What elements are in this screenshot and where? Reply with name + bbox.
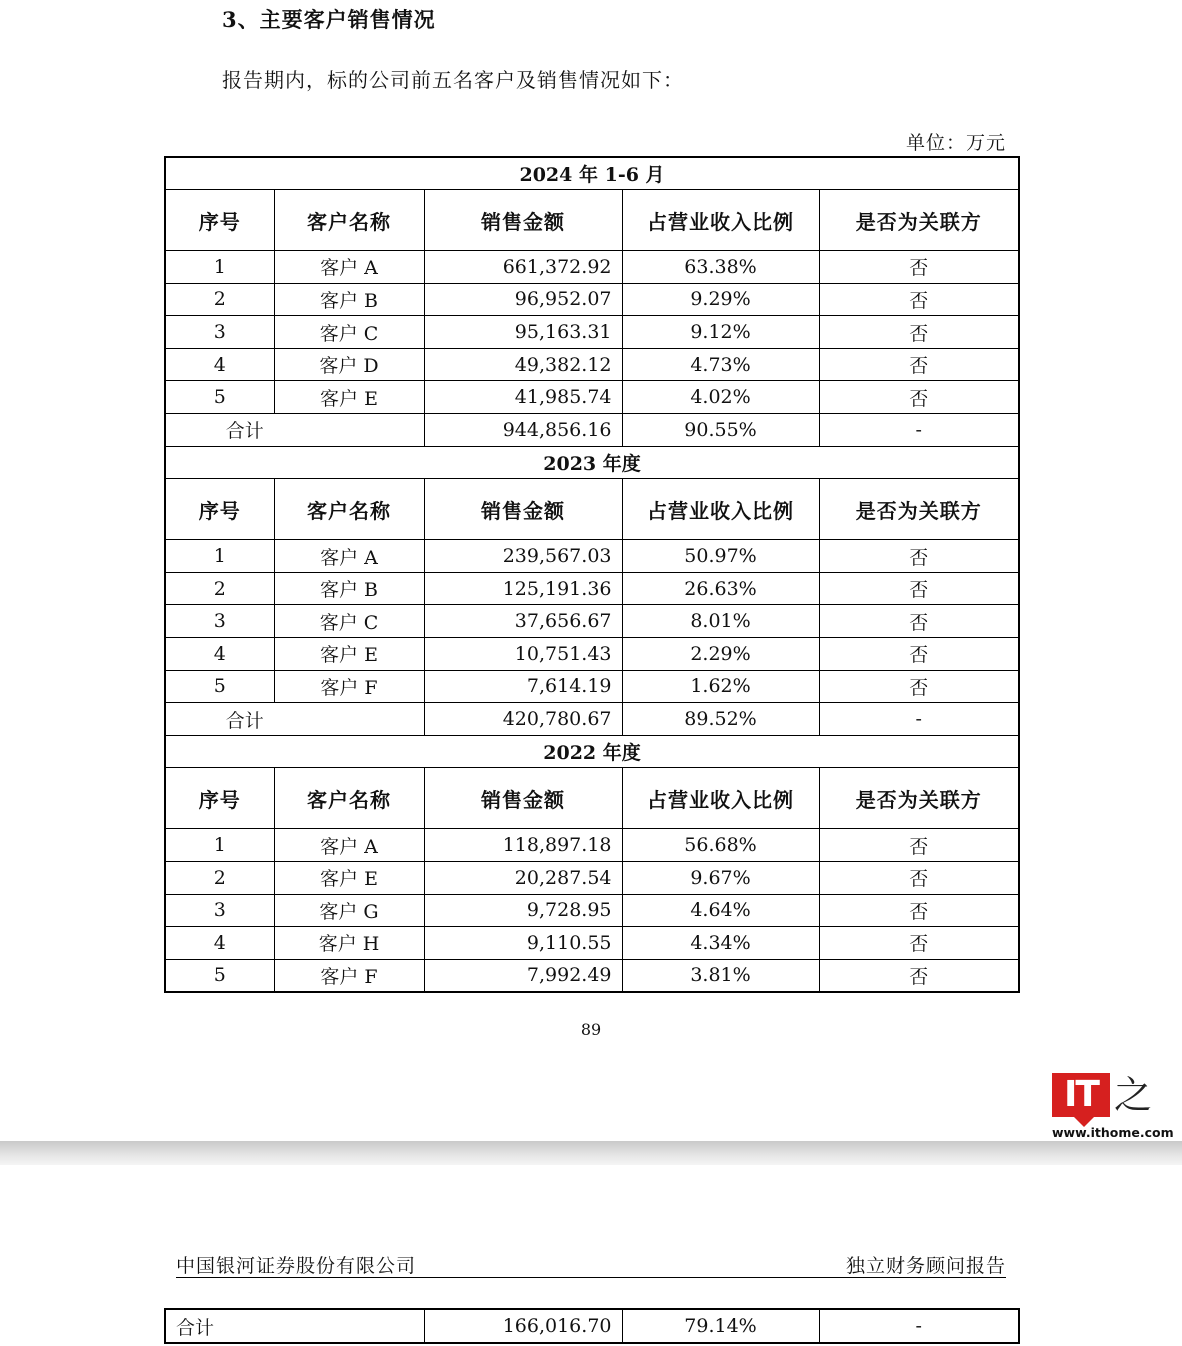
header-col-related: 是否为关联方	[819, 479, 1019, 540]
total-row	[165, 414, 1019, 447]
customer-name: 客户 D	[274, 348, 424, 381]
row-number: 5	[165, 959, 274, 992]
sales-amount: 49,382.12	[424, 348, 622, 381]
period-title-row	[165, 157, 1019, 190]
related-party: 否	[819, 638, 1019, 671]
header-col-related: 是否为关联方	[819, 190, 1019, 251]
row-number: 1	[165, 251, 274, 284]
ithome-watermark	[1052, 1073, 1172, 1145]
header-col-amount: 销售金额	[424, 479, 622, 540]
sales-amount: 7,614.19	[424, 670, 622, 703]
total-ratio: 90.55%	[622, 414, 819, 447]
total-amount: 420,780.67	[424, 703, 622, 736]
period-title: 2022 年度	[165, 735, 1019, 768]
customer-name: 客户 E	[274, 638, 424, 671]
revenue-ratio: 9.67%	[622, 862, 819, 895]
row-number: 4	[165, 348, 274, 381]
revenue-ratio: 3.81%	[622, 959, 819, 992]
table-row	[165, 959, 1019, 992]
header-col-no: 序号	[165, 768, 274, 829]
customer-name: 客户 C	[274, 316, 424, 349]
intro-text: 报告期内，标的公司前五名客户及销售情况如下：	[222, 68, 684, 92]
table-row	[165, 283, 1019, 316]
column-header-row	[165, 479, 1019, 540]
table-row	[165, 829, 1019, 862]
sales-amount: 239,567.03	[424, 540, 622, 573]
table-row	[165, 316, 1019, 349]
revenue-ratio: 63.38%	[622, 251, 819, 284]
total-label: 合计	[165, 703, 424, 736]
revenue-ratio: 4.34%	[622, 927, 819, 960]
row-number: 4	[165, 638, 274, 671]
total-row	[165, 703, 1019, 736]
header-col-customer: 客户名称	[274, 479, 424, 540]
customer-name: 客户 A	[274, 251, 424, 284]
revenue-ratio: 4.64%	[622, 894, 819, 927]
related-party: 否	[819, 605, 1019, 638]
customer-name: 客户 C	[274, 605, 424, 638]
zhijia-logo-glyph: 之	[1114, 1073, 1153, 1117]
customer-name: 客户 A	[274, 829, 424, 862]
column-header-row	[165, 190, 1019, 251]
related-party: 否	[819, 348, 1019, 381]
related-party: 否	[819, 251, 1019, 284]
row-number: 3	[165, 316, 274, 349]
period-title-row	[165, 446, 1019, 479]
period-title-row	[165, 735, 1019, 768]
table-row	[165, 381, 1019, 414]
total-row	[165, 1309, 1019, 1343]
total-label-cell: 合计	[165, 1309, 424, 1343]
related-party: 否	[819, 829, 1019, 862]
sales-amount: 9,110.55	[424, 927, 622, 960]
period-title: 2024 年 1-6 月	[165, 157, 1019, 190]
table-row	[165, 605, 1019, 638]
header-col-ratio: 占营业收入比例	[622, 768, 819, 829]
revenue-ratio: 9.12%	[622, 316, 819, 349]
customer-sales-table	[164, 156, 1020, 993]
customer-name: 客户 E	[274, 862, 424, 895]
unit-label: 单位：万元	[905, 132, 1006, 154]
table-row	[165, 862, 1019, 895]
footer-report-title: 独立财务顾问报告	[845, 1255, 1006, 1277]
related-party: 否	[819, 959, 1019, 992]
total-related: -	[819, 703, 1019, 736]
row-number: 2	[165, 283, 274, 316]
row-number: 5	[165, 381, 274, 414]
table-row	[165, 927, 1019, 960]
sales-amount: 661,372.92	[424, 251, 622, 284]
customer-name: 客户 G	[274, 894, 424, 927]
row-number: 2	[165, 862, 274, 895]
revenue-ratio: 9.29%	[622, 283, 819, 316]
table-row	[165, 894, 1019, 927]
total-ratio-cell: 79.14%	[622, 1309, 819, 1343]
related-party: 否	[819, 927, 1019, 960]
header-col-customer: 客户名称	[274, 190, 424, 251]
table-row	[165, 638, 1019, 671]
header-col-no: 序号	[165, 190, 274, 251]
revenue-ratio: 50.97%	[622, 540, 819, 573]
customer-name: 客户 H	[274, 927, 424, 960]
revenue-ratio: 26.63%	[622, 572, 819, 605]
related-party: 否	[819, 894, 1019, 927]
sales-amount: 118,897.18	[424, 829, 622, 862]
row-number: 1	[165, 829, 274, 862]
header-col-amount: 销售金额	[424, 768, 622, 829]
revenue-ratio: 4.02%	[622, 381, 819, 414]
total-label: 合计	[165, 414, 424, 447]
section-heading: 3、主要客户销售情况	[222, 7, 436, 32]
total-related: -	[819, 414, 1019, 447]
sales-amount: 20,287.54	[424, 862, 622, 895]
related-party: 否	[819, 283, 1019, 316]
it-logo-mark: IT	[1052, 1073, 1110, 1117]
related-party: 否	[819, 670, 1019, 703]
sales-amount: 10,751.43	[424, 638, 622, 671]
sales-amount: 125,191.36	[424, 572, 622, 605]
row-number: 5	[165, 670, 274, 703]
total-ratio: 89.52%	[622, 703, 819, 736]
sales-amount: 96,952.07	[424, 283, 622, 316]
revenue-ratio: 1.62%	[622, 670, 819, 703]
continued-table	[164, 1308, 1020, 1344]
customer-name: 客户 B	[274, 572, 424, 605]
sales-amount: 37,656.67	[424, 605, 622, 638]
row-number: 3	[165, 605, 274, 638]
related-party: 否	[819, 572, 1019, 605]
table-row	[165, 251, 1019, 284]
revenue-ratio: 2.29%	[622, 638, 819, 671]
row-number: 4	[165, 927, 274, 960]
revenue-ratio: 8.01%	[622, 605, 819, 638]
page-break-divider	[0, 1141, 1182, 1165]
customer-name: 客户 B	[274, 283, 424, 316]
header-col-ratio: 占营业收入比例	[622, 190, 819, 251]
sales-amount: 41,985.74	[424, 381, 622, 414]
related-party: 否	[819, 381, 1019, 414]
page-number: 89	[580, 1020, 602, 1039]
sales-amount: 9,728.95	[424, 894, 622, 927]
total-related-cell: -	[819, 1309, 1019, 1343]
footer-company: 中国银河证券股份有限公司	[176, 1255, 417, 1277]
period-title: 2023 年度	[165, 446, 1019, 479]
row-number: 2	[165, 572, 274, 605]
sales-amount: 7,992.49	[424, 959, 622, 992]
header-col-ratio: 占营业收入比例	[622, 479, 819, 540]
table-row	[165, 572, 1019, 605]
table-row	[165, 348, 1019, 381]
customer-name: 客户 E	[274, 381, 424, 414]
column-header-row	[165, 768, 1019, 829]
revenue-ratio: 56.68%	[622, 829, 819, 862]
header-col-amount: 销售金额	[424, 190, 622, 251]
revenue-ratio: 4.73%	[622, 348, 819, 381]
row-number: 3	[165, 894, 274, 927]
header-col-no: 序号	[165, 479, 274, 540]
sales-amount: 95,163.31	[424, 316, 622, 349]
total-amount-cell: 166,016.70	[424, 1309, 622, 1343]
header-col-customer: 客户名称	[274, 768, 424, 829]
related-party: 否	[819, 540, 1019, 573]
page-footer	[176, 1248, 1006, 1278]
related-party: 否	[819, 862, 1019, 895]
table-row	[165, 670, 1019, 703]
total-amount: 944,856.16	[424, 414, 622, 447]
customer-name: 客户 F	[274, 959, 424, 992]
customer-name: 客户 A	[274, 540, 424, 573]
row-number: 1	[165, 540, 274, 573]
customer-name: 客户 F	[274, 670, 424, 703]
table-row	[165, 540, 1019, 573]
related-party: 否	[819, 316, 1019, 349]
header-col-related: 是否为关联方	[819, 768, 1019, 829]
watermark-url: www.ithome.com	[1052, 1125, 1174, 1140]
